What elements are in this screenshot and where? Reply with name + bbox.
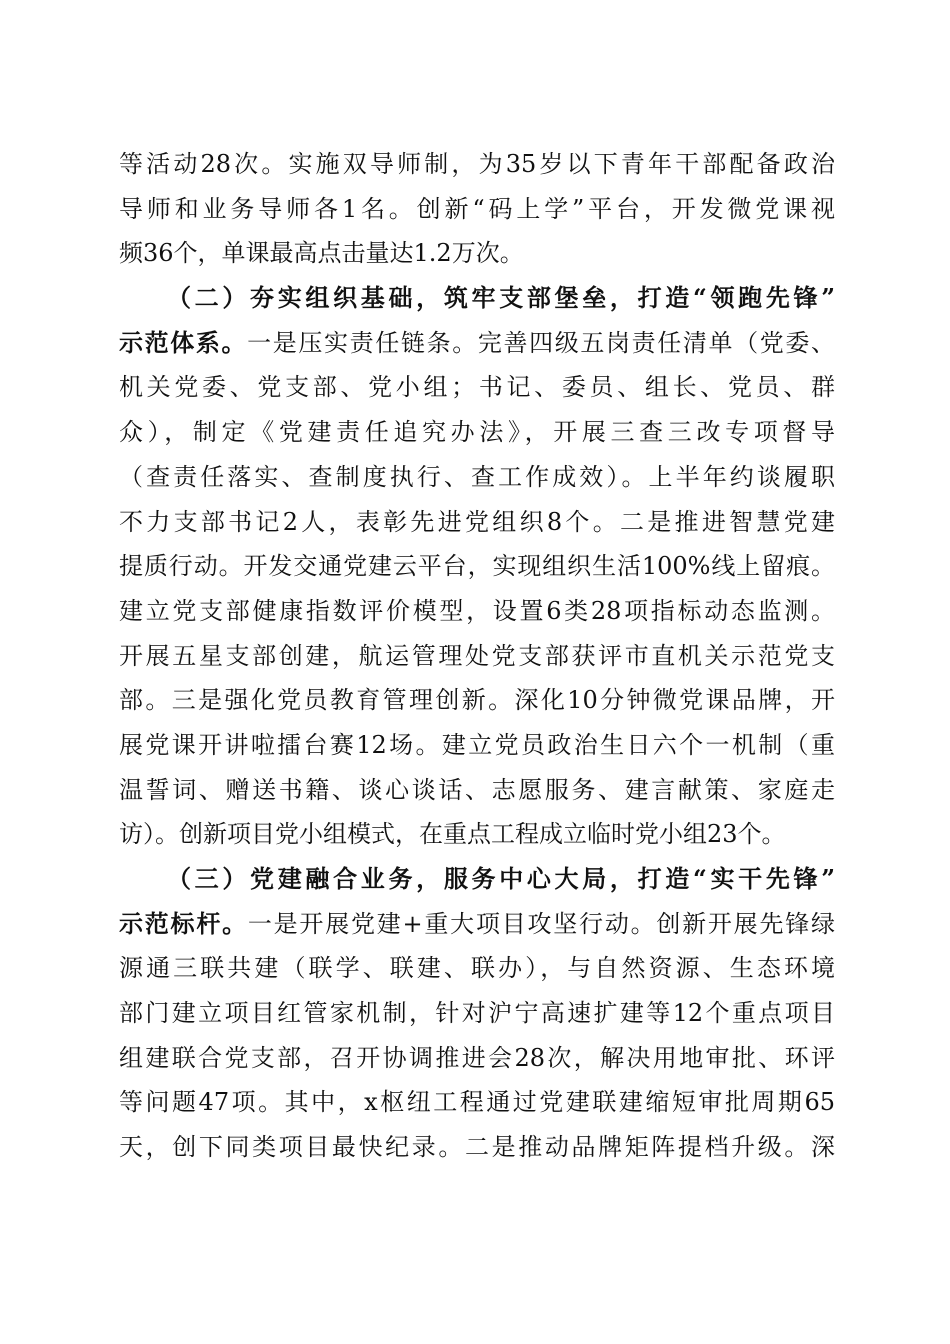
text-line: 天，创下同类项目最快纪录。二是推动品牌矩阵提档升级。深 (119, 1133, 835, 1162)
section-heading-end: 示范标杆。 (119, 908, 248, 938)
paragraph-1 (119, 142, 835, 276)
text-line: 等问题47项。其中，x枢纽工程通过党建联建缩短审批周期65 (119, 1088, 835, 1117)
text-line: 开展五星支部创建，航运管理处党支部获评市直机关示范党支 (119, 641, 835, 670)
text-line: 展党课开讲啦擂台赛12场。建立党员政治生日六个一机制（重 (119, 730, 835, 759)
text-run: 一是压实责任链条。完善四级五岗责任清单（党委、 (247, 328, 835, 357)
text-line: 访）。创新项目党小组模式，在重点工程成立临时党小组23个。 (119, 820, 786, 849)
text-line: 不力支部书记2人，表彰先进党组织8个。二是推进智慧党建 (119, 507, 835, 536)
paragraph-2 (119, 276, 835, 857)
text-line: （查责任落实、查制度执行、查工作成效）。上半年约谈履职 (119, 462, 835, 491)
text-line: 温誓词、赠送书籍、谈心谈话、志愿服务、建言献策、家庭走 (119, 775, 835, 804)
text-line: 等活动28次。实施双导师制，为35岁以下青年干部配备政治 (119, 150, 835, 178)
section-heading-line (119, 857, 835, 902)
text-line: 频36个，单课最高点击量达1.2万次。 (119, 239, 524, 268)
section-heading-line (119, 276, 835, 321)
text-run: 一是开展党建+重大项目攻坚行动。创新开展先锋绿 (247, 909, 835, 938)
text-line: 众），制定《党建责任追究办法》，开展三查三改专项督导 (119, 418, 835, 447)
text-line (119, 902, 835, 947)
text-line (119, 321, 835, 366)
text-line: 部门建立项目红管家机制，针对沪宁高速扩建等12个重点项目 (119, 999, 835, 1028)
text-line: 建立党支部健康指数评价模型，设置6类28项指标动态监测。 (119, 596, 835, 625)
text-line: 组建联合党支部，召开协调推进会28次，解决用地审批、环评 (119, 1043, 835, 1072)
section-heading: （三）党建融合业务，服务中心大局，打造“实干先锋” (167, 864, 835, 893)
text-line: 提质行动。开发交通党建云平台，实现组织生活100%线上留痕。 (119, 552, 835, 581)
section-heading: （二）夯实组织基础，筑牢支部堡垒，打造“领跑先锋” (167, 283, 835, 313)
text-line: 机关党委、党支部、党小组；书记、委员、组长、党员、群 (119, 373, 835, 402)
document-body (119, 142, 835, 1170)
paragraph-3 (119, 857, 835, 1170)
text-line: 导师和业务导师各1名。创新“码上学”平台，开发微党课视 (119, 194, 835, 223)
text-line: 部。三是强化党员教育管理创新。深化10分钟微党课品牌，开 (119, 686, 835, 715)
text-line: 源通三联共建（联学、联建、联办），与自然资源、生态环境 (119, 954, 835, 983)
section-heading-end: 示范体系。 (119, 327, 248, 357)
